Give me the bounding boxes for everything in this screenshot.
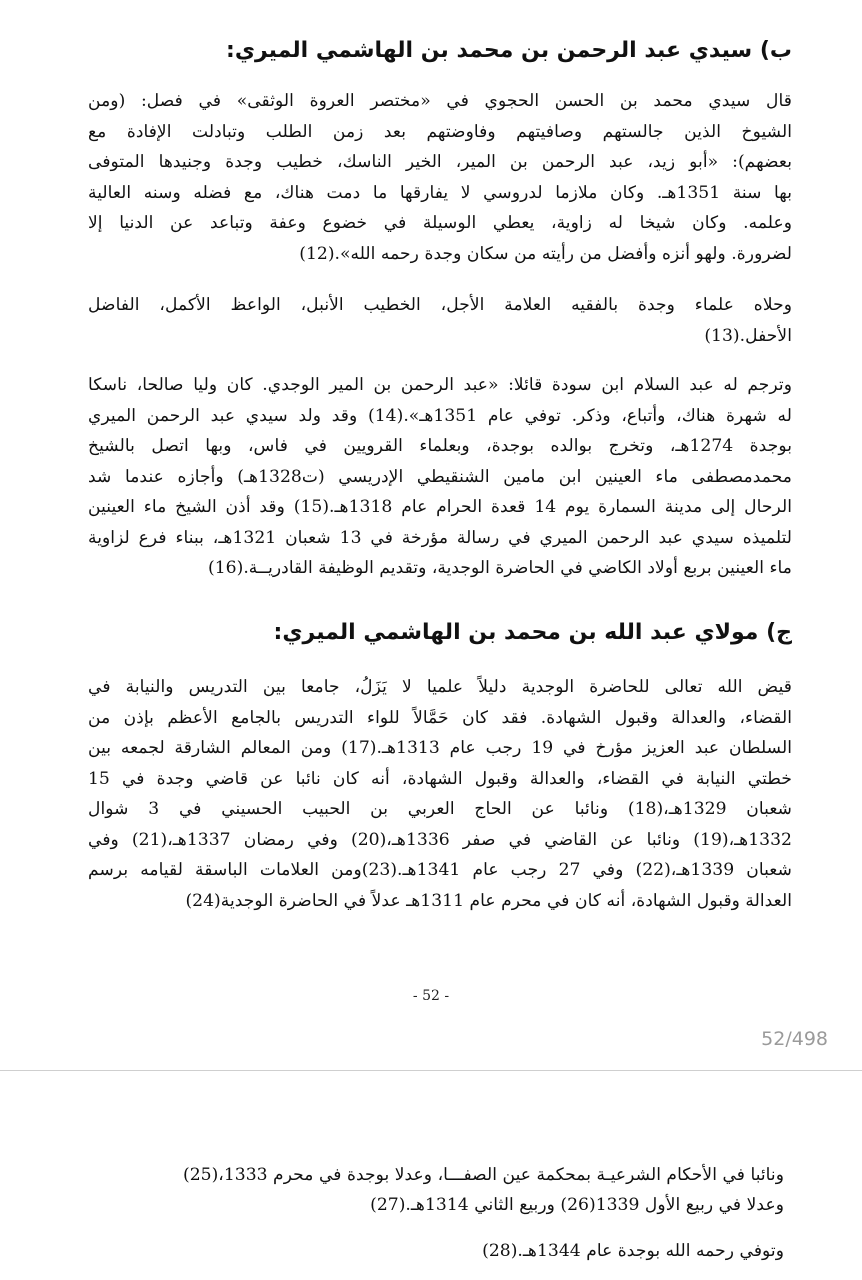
text-line: قيض الله تعالى للحاضرة الوجدية دليلاً علميا لا يَزَلُ، جامعا بين التدريس والنيابة في [88,677,792,697]
section-heading-abderrahman: ب) سيدي عبد الرحمن بن محمد بن الهاشمي الميري: [226,38,792,63]
text-line: وتوفي رحمه الله بوجدة عام 1344هـ.(28) [482,1241,784,1261]
text-line: الشيوخ الذين جالستهم وصافيتهم وفاوضتهم بعد زمن الطلب وتبادلت الإفادة مع [88,121,792,142]
text-line: محمدمصطفى ماء العينين ابن مامين الشنقيطي الإدريسي (ت1328هـ) وأجازه عندما شد [88,466,792,487]
text-line: وعلمه. وكان شيخا له زاوية، يعطي الوسيلة في خضوع وعفة وتباعد عن الدنيا إلا [88,213,792,233]
text-line: 1332هـ،(19) ونائبا عن القاضي في صفر 1336هـ،(20) وفي رمضان 1337هـ،(21) وفي [88,829,792,850]
paragraph-hajoui-quote [88,86,792,269]
text-line: الأحفل.(13) [704,325,792,346]
text-line: وترجم له عبد السلام ابن سودة قائلا: «عبد الرحمن بن المير الوجدي. كان وليا صالحا، ناسكا [88,375,792,395]
text-line: السلطان عبد العزيز مؤرخ في 19 رجب عام 1313هـ.(17) ومن المعالم الشارقة لجمعه بين [88,738,792,758]
text-line: بعضهم): «أبو زيد، عبد الرحمن بن المير، الخير الناسك، خطيب وجدة وجنيدها المتوفى [88,152,792,172]
text-line: بوجدة 1274هـ، وتخرج بوالده بوجدة، وبعلماء القرويين في فاس، وبها اتصل بالشيخ [88,436,792,456]
section-heading-abdallah: ج) مولاي عبد الله بن محمد بن الهاشمي الميري: [273,620,792,645]
text-line: الرحال إلى مدينة السمارة يوم 14 قعدة الحرام عام 1318هـ.(15) وقد أذن الشيخ ماء العينين [88,497,792,517]
paragraph-abdallah-bio [88,672,792,916]
paragraph-ibn-souda [88,370,792,584]
text-line: شعبان 1339هـ،(22) وفي 27 رجب عام 1341هـ.(23)ومن العلامات الباسقة لقيامه برسم [88,860,792,880]
page-number: - 52 - [412,988,450,1004]
next-book-page [0,1072,862,1280]
text-line: العدالة وقبول الشهادة، أنه كان في محرم عام 1311هـ عدلاً في الحاضرة الوجدية(24) [185,890,792,911]
paragraph-oujda-scholars [88,290,792,351]
text-line: ماء العينين بربع أولاد الكاضي في الحاضرة الوجدية، وتقديم الوظيفة القادريــة.(16) [208,558,792,578]
text-line: لضرورة. ولهو أنزه وأفضل من رأيته من سكان وجدة رحمه الله».(12) [299,243,792,264]
text-line: ونائبا في الأحكام الشرعيـة بمحكمة عين الصفـــا، وعدلا بوجدة في محرم 1333،(25) [182,1165,784,1185]
text-line: خطتي النيابة في القضاء، والعدالة وقبول الشهادة، أنه كان نائبا عن قاضي وجدة في 15 [88,768,792,789]
page-counter: 52/498 [761,1028,828,1050]
text-line: قال سيدي محمد بن الحسن الحجوي في «مختصر العروة الوثقى» في فصل: (ومن [88,91,792,111]
text-line: وعدلا في ربيع الأول 1339(26) وربيع الثاني 1314هـ.(27) [370,1195,784,1215]
text-line: القضاء، والعدالة وقبول الشهادة. فقد كان حَمَّالاً للواء التدريس بالجامع الأعظم بإذن من [88,707,792,728]
text-line: لتلميذه سيدي عبد الرحمن الميري في رسالة مؤرخة في 13 شعبان 1321هـ، ببناء فرع لزاوية [88,527,792,548]
text-line: بها سنة 1351هـ. وكان ملازما لدروسي لا يفارقها ما دمت هناك، مع فضله وسنه العالية [88,182,792,203]
page-divider [0,1070,862,1071]
text-line: وحلاه علماء وجدة بالفقيه العلامة الأجل، الخطيب الأنبل، الواعظ الأكمل، الفاضل [88,295,792,315]
text-line: شعبان 1329هـ،(18) ونائبا عن الحاج العربي بن الحبيب الحسيني في 3 شوال [88,799,792,819]
text-line: له شهرة هناك، وأتباع، وذكر. توفي عام 1351هـ».(14) وقد ولد سيدي عبد الرحمن الميري [88,405,792,426]
